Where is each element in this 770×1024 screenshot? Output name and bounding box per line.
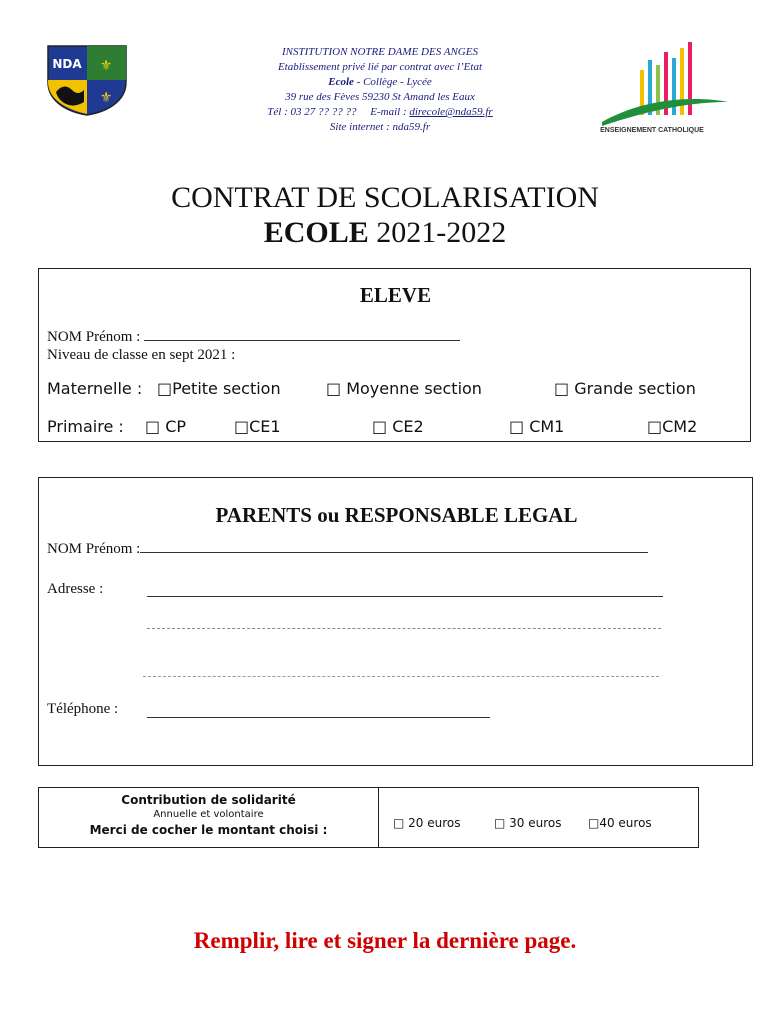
parents-heading: PARENTS ou RESPONSABLE LEGAL [215,503,578,527]
contribution-label-cell [39,788,379,847]
institution-name: INSTITUTION NOTRE DAME DES ANGES [282,46,478,58]
email-link[interactable]: direcole@nda59.fr [409,106,493,118]
institution-website: Site internet : nda59.fr [329,121,431,133]
institution-header [180,45,580,135]
parents-section [38,477,753,766]
telephone-field[interactable] [147,704,490,718]
eleve-section [38,268,751,442]
logo-caption: ENSEIGNEMENT CATHOLIQUE [600,127,704,134]
parents-nom-row: NOM Prénom : [47,539,648,558]
institution-contact: Tél : 03 27 ?? ?? ?? E-mail : direcole@nda59.fr [267,106,493,118]
checkbox-30-euros[interactable]: □ 30 euros [494,816,562,830]
checkbox-ce2[interactable]: □ CE2 [372,417,424,436]
institution-levels: Ecole - Collège - Lycée [328,76,432,88]
contribution-instruction: Merci de cocher le montant choisi : [89,823,328,837]
institution-subtitle: Etablissement privé lié par contrat avec l’Etat [277,61,483,73]
primaire-label: Primaire : [47,417,124,436]
document-title [0,180,770,250]
adresse-field-line-2[interactable] [147,628,661,629]
contribution-title: Contribution de solidarité [121,793,296,807]
maternelle-label: Maternelle : [47,379,143,398]
checkbox-moyenne-section[interactable]: □ Moyenne section [326,379,482,398]
enseignement-catholique-logo [600,40,730,140]
checkbox-petite-section[interactable]: □Petite section [157,379,281,398]
checkbox-20-euros[interactable]: □ 20 euros [393,816,461,830]
eleve-niveau-label: Niveau de classe en sept 2021 : [47,347,236,363]
eleve-heading: ELEVE [359,283,432,307]
svg-text:⚜: ⚜ [99,58,113,74]
footer-instruction: Remplir, lire et signer la dernière page. [193,928,577,953]
title-line-1: CONTRAT DE SCOLARISATION [171,181,599,214]
adresse-field-line-1[interactable] [147,583,663,597]
contribution-subtitle: Annuelle et volontaire [153,809,264,820]
checkbox-cp[interactable]: □ CP [145,417,187,436]
crest-letters: NDA [52,57,82,71]
school-crest-logo [46,44,128,116]
eleve-nom-field[interactable] [144,328,460,341]
checkbox-40-euros[interactable]: □40 euros [588,816,652,830]
eleve-nom-row: NOM Prénom : [47,328,460,346]
checkbox-grande-section[interactable]: □ Grande section [554,379,696,398]
checkbox-cm1[interactable]: □ CM1 [509,417,565,436]
adresse-field-line-3[interactable] [143,676,659,677]
title-line-2: ECOLE 2021-2022 [263,216,507,249]
institution-address: 39 rue des Fèves 59230 St Amand les Eaux [285,91,475,103]
parents-nom-field[interactable] [140,539,648,553]
telephone-label: Téléphone : [47,701,119,717]
checkbox-ce1[interactable]: □CE1 [234,417,281,436]
adresse-label: Adresse : [47,581,104,597]
contribution-table [38,787,699,848]
svg-text:⚜: ⚜ [99,90,113,106]
checkbox-cm2[interactable]: □CM2 [647,417,698,436]
